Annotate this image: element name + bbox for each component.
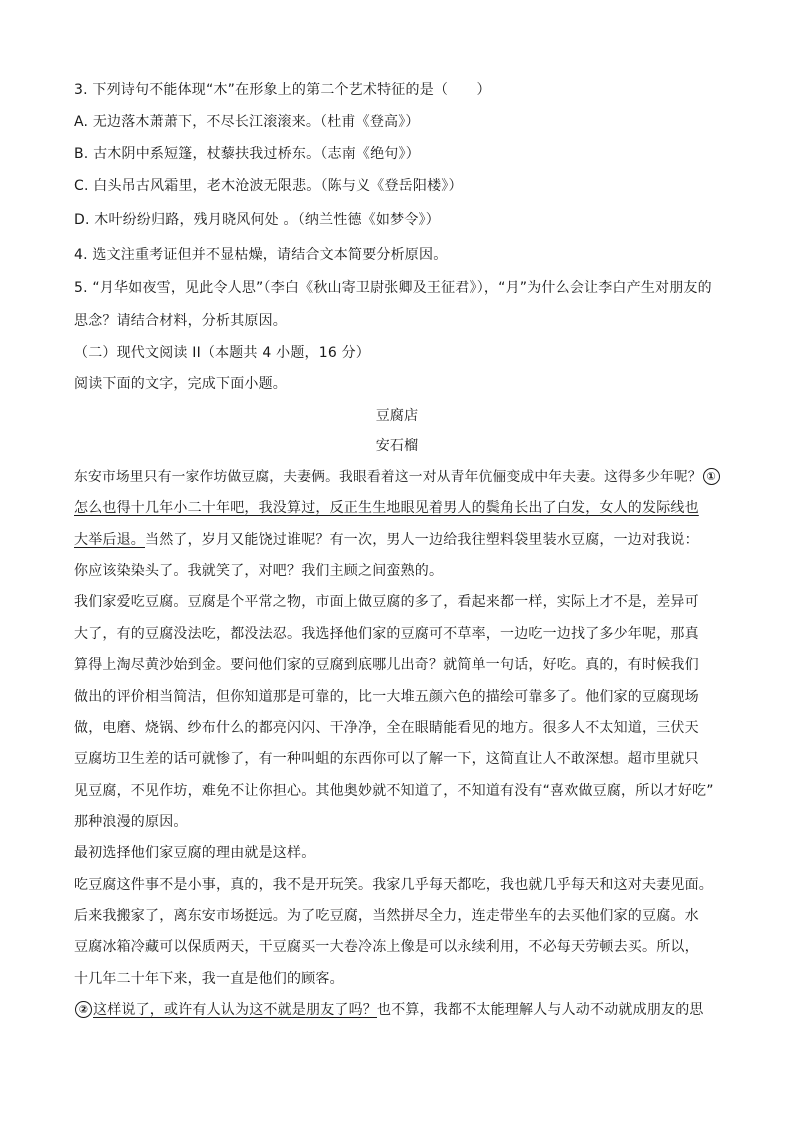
underlined-text: 大举后退。 [74, 532, 145, 548]
text: 也不算，我都不太能理解人与人动不动就成朋友的思 [377, 1002, 704, 1018]
paragraph-2-line-1: 我们家爱吃豆腐。豆腐是个平常之物，市面上做豆腐的多了，看起来都一样，实际上才不是，差异可 [74, 594, 699, 610]
paragraph-1-line-3 [74, 530, 699, 550]
paragraph-3: 最初选择他们家豆腐的理由就是这样。 [74, 845, 316, 861]
question-3-stem: 3. 下列诗句不能体现“木”在形象上的第二个艺术特征的是（ ） [74, 82, 491, 98]
annotation-mark-2: ② [75, 1001, 92, 1018]
question-3-option-c: C. 白头吊古风霜里，老木沧波无限悲。（陈与义《登岳阳楼》） [74, 178, 463, 194]
question-3-option-a: A. 无边落木萧萧下，不尽长江滚滚来。（杜甫《登高》） [74, 114, 420, 130]
paragraph-5-line-1 [74, 1000, 704, 1020]
paragraph-2-line-5: 做，电磨、烧锅、纱布什么的都亮闪闪、干净净，全在眼睛能看见的地方。很多人不太知道，三伏天 [74, 720, 699, 736]
paragraph-4-line-1: 吃豆腐这件事不是小事，真的，我不是开玩笑。我家几乎每天都吃，我也就几乎每天和这对夫妻见面。 [74, 877, 713, 893]
paragraph-2-line-7: 见豆腐，不见作坊，难免不让你担心。其他奥妙就不知道了，不知道有没有“喜欢做豆腐，所以才好吃” [74, 783, 714, 799]
question-3-option-d: D. 木叶纷纷归路，残月晓风何处 。（纳兰性德《如梦令》） [74, 212, 440, 228]
article-author: 安石榴 [375, 438, 419, 454]
underlined-text: 这样说了，或许有人认为这不就是朋友了吗？ [93, 1002, 377, 1018]
paragraph-2-line-8: 那种浪漫的原因。 [74, 814, 188, 830]
section-title: （二）现代文阅读 II（本题共 4 小题，16 分） [74, 345, 370, 361]
question-5-line-2: 思念？请结合材料，分析其原因。 [74, 313, 287, 329]
article-title: 豆腐店 [375, 408, 419, 424]
question-4: 4. 选文注重考证但并不显枯燥，请结合文本简要分析原因。 [74, 247, 448, 263]
question-5-line-1: 5. “月华如夜雪，见此令人思”（李白《秋山寄卫尉张卿及王征君》），“月”为什么会让李白产生对朋友的 [74, 280, 712, 296]
paragraph-2-line-6: 豆腐坊卫生差的话可就惨了，有一种叫蛆的东西你可以了解一下，这简直让人不敢深想。超市里就只 [74, 751, 699, 767]
section-instruction: 阅读下面的文字，完成下面小题。 [74, 376, 287, 392]
paragraph-1-line-2-underlined: 怎么也得十几年小二十年吧，我没算过，反正生生地眼见着男人的鬓角长出了白发，女人的发际线也 [74, 500, 699, 516]
paragraph-2-line-3: 算得上淘尽黄沙始到金。要问他们家的豆腐到底哪儿出奇？就简单一句话，好吃。真的，有时候我们 [74, 657, 699, 673]
annotation-mark-1: ① [703, 468, 720, 485]
text: 当然了，岁月又能饶过谁呢？有一次，男人一边给我往塑料袋里装水豆腐，一边对我说： [145, 532, 699, 548]
text: 东安市场里只有一家作坊做豆腐，夫妻俩。我眼看着这一对从青年伉俪变成中年夫妻。这得多少年呢？ [74, 469, 702, 485]
paragraph-1-line-1 [74, 467, 721, 487]
paragraph-4-line-2: 后来我搬家了，离东安市场挺远。为了吃豆腐，当然拼尽全力，连走带坐车的去买他们家的豆腐。水 [74, 908, 699, 924]
question-3-option-b: B. 古木阴中系短篷，杖藜扶我过桥东。（志南《绝句》） [74, 146, 420, 162]
paragraph-2-line-4: 做出的评价相当简洁，但你知道那是可靠的，比一大堆五颜六色的描绘可靠多了。他们家的豆腐现场 [74, 689, 699, 705]
paragraph-4-line-3: 豆腐冰箱冷藏可以保质两天，干豆腐买一大卷冷冻上像是可以永续利用，不必每天劳顿去买。所以， [74, 939, 699, 955]
paragraph-4-line-4: 十几年二十年下来，我一直是他们的顾客。 [74, 971, 344, 987]
paragraph-2-line-2: 大了，有的豆腐没法吃，都没法忍。我选择他们家的豆腐可不草率，一边吃一边找了多少年呢，那真 [74, 626, 699, 642]
paragraph-1-line-4: 你应该染染头了。我就笑了，对吧？我们主顾之间蛮熟的。 [74, 563, 444, 579]
